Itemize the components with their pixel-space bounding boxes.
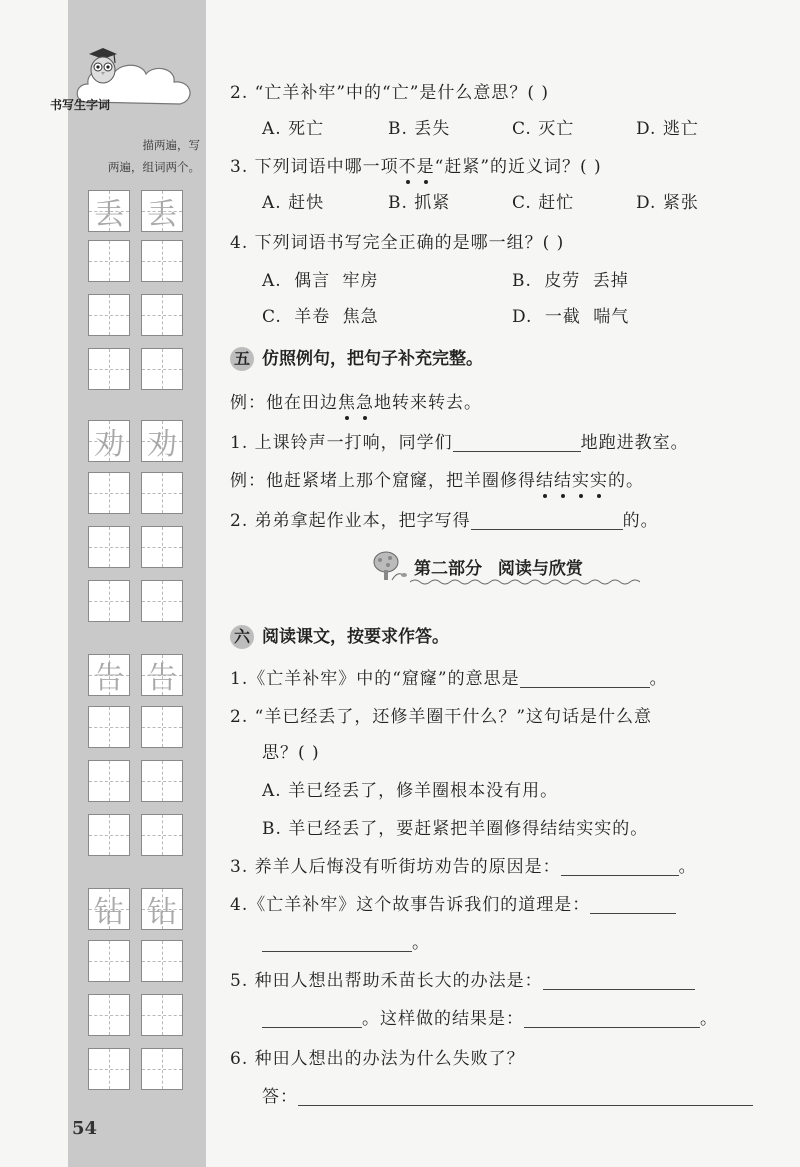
trace-cell[interactable]	[88, 888, 130, 930]
option-b[interactable]: B. 皮劳 丢掉	[512, 271, 629, 291]
option-b[interactable]: B. 抓紧	[388, 193, 451, 213]
part-2-title: 第二部分 阅读与欣赏	[414, 559, 583, 579]
option-c[interactable]: C. 赶忙	[512, 193, 575, 213]
emphasis-char: 焦	[338, 393, 356, 413]
emphasis-char: 结	[554, 471, 572, 491]
trace-character: 钻	[94, 895, 124, 930]
question-text: 2. 弟弟拿起作业本，把字写得	[230, 511, 471, 531]
trace-character: 劝	[94, 427, 124, 462]
trace-character: 丢	[147, 197, 177, 232]
answer-blank[interactable]	[471, 511, 623, 530]
writing-cell[interactable]	[141, 526, 183, 568]
trace-cell[interactable]	[141, 654, 183, 696]
answer-blank[interactable]	[543, 971, 695, 990]
emphasis-char: 实	[572, 471, 590, 491]
writing-cell[interactable]	[141, 472, 183, 514]
answer-blank[interactable]	[262, 1009, 362, 1028]
answer-label: 答：	[262, 1087, 298, 1107]
example-2	[230, 466, 644, 491]
trace-character: 告	[94, 661, 124, 696]
option-d[interactable]: D. 一截 喘气	[512, 307, 630, 327]
emphasis-char: 结	[536, 471, 554, 491]
writing-cell[interactable]	[88, 760, 130, 802]
emphasis-char: 不	[398, 157, 417, 177]
question-text: 4.《亡羊补牢》这个故事告诉我们的道理是：	[230, 895, 591, 915]
question-text: 1. 上课铃声一打响，同学们	[230, 433, 453, 453]
question-text: 3. 下列词语中哪一项	[230, 157, 399, 177]
question-6-5-cont	[262, 1004, 718, 1029]
option-c[interactable]: C. 羊卷 焦急	[262, 307, 379, 327]
question-6-5	[230, 966, 695, 991]
writing-cell[interactable]	[141, 994, 183, 1036]
option-a[interactable]: A. 偶言 牢房	[262, 271, 379, 291]
section-5-heading	[230, 344, 483, 371]
answer-blank[interactable]	[524, 1009, 700, 1028]
writing-cell[interactable]	[141, 814, 183, 856]
question-text: 的。	[622, 511, 659, 531]
option-c[interactable]: C. 灭亡	[512, 119, 575, 139]
answer-blank[interactable]	[262, 933, 412, 952]
question-6-3	[230, 852, 697, 877]
question-4-2: 2. “亡羊补牢”中的“亡”是什么意思？( )	[230, 83, 550, 103]
trace-cell[interactable]	[141, 888, 183, 930]
question-text: 。	[700, 1009, 718, 1029]
writing-cell[interactable]	[88, 706, 130, 748]
writing-cell[interactable]	[88, 526, 130, 568]
question-text: 。	[678, 857, 697, 877]
example-text: 例：他在田边	[230, 393, 338, 413]
emphasis-char: 实	[590, 471, 608, 491]
writing-cell[interactable]	[141, 1048, 183, 1090]
strip-title: 书写生字词	[49, 98, 110, 112]
question-text: “赶紧”的近义词？( )	[434, 157, 602, 177]
answer-blank[interactable]	[520, 669, 650, 688]
section-number-badge: 六	[230, 625, 254, 649]
trace-cell[interactable]	[88, 654, 130, 696]
question-text: 。	[649, 669, 668, 689]
page-number: 54	[72, 1118, 98, 1139]
wavy-underline	[410, 578, 640, 586]
trace-character: 丢	[94, 197, 124, 232]
example-1	[230, 388, 482, 413]
writing-cell[interactable]	[88, 348, 130, 390]
question-6-4	[230, 890, 676, 915]
question-text: 。	[412, 933, 430, 953]
writing-cell[interactable]	[141, 940, 183, 982]
section-6-heading	[230, 622, 449, 649]
question-5-2	[230, 506, 659, 531]
answer-blank[interactable]	[561, 857, 679, 876]
question-6-2-cont: 思？( )	[262, 743, 320, 763]
trace-character: 告	[147, 661, 177, 696]
trace-cell[interactable]	[141, 190, 183, 232]
writing-cell[interactable]	[141, 240, 183, 282]
answer-blank[interactable]	[453, 433, 581, 452]
example-text: 例：他赶紧堵上那个窟窿，把羊圈修得	[230, 471, 536, 491]
answer-blank[interactable]	[590, 895, 676, 914]
writing-cell[interactable]	[141, 706, 183, 748]
option-a[interactable]: A. 死亡	[262, 119, 325, 139]
answer-blank[interactable]	[298, 1087, 753, 1106]
owl-mascot-icon	[86, 46, 120, 86]
option-a[interactable]: A. 赶快	[262, 193, 325, 213]
writing-cell[interactable]	[88, 814, 130, 856]
writing-cell[interactable]	[141, 580, 183, 622]
emphasis-text	[399, 157, 435, 177]
trace-character: 钻	[147, 895, 177, 930]
option-a[interactable]: A. 羊已经丢了，修羊圈根本没有用。	[262, 781, 559, 801]
option-b[interactable]: B. 羊已经丢了，要赶紧把羊圈修得结结实实的。	[262, 819, 649, 839]
question-text: 1.《亡羊补牢》中的“窟窿”的意思是	[230, 669, 520, 689]
section-title: 阅读课文，按要求作答。	[262, 627, 449, 647]
instruction-line: 两遍，组词两个。	[108, 160, 200, 174]
writing-cell[interactable]	[141, 760, 183, 802]
writing-cell[interactable]	[141, 348, 183, 390]
question-4-4: 4. 下列词语书写完全正确的是哪一组？( )	[230, 233, 565, 253]
tree-icon	[370, 550, 410, 584]
option-d[interactable]: D. 逃亡	[636, 119, 699, 139]
question-text: 5. 种田人想出帮助禾苗长大的办法是：	[230, 971, 543, 991]
strip-instruction	[80, 134, 200, 178]
writing-cell[interactable]	[88, 580, 130, 622]
question-4-3	[230, 152, 602, 177]
emphasis-char: 是	[416, 157, 435, 177]
question-text: 地跑进教室。	[580, 433, 689, 453]
option-b[interactable]: B. 丢失	[388, 119, 451, 139]
question-text: 3. 养羊人后悔没有听街坊劝告的原因是：	[230, 857, 561, 877]
writing-cell[interactable]	[88, 994, 130, 1036]
emphasis-char: 急	[356, 393, 374, 413]
writing-cell[interactable]	[88, 294, 130, 336]
section-title: 仿照例句，把句子补充完整。	[262, 349, 483, 369]
question-6-2: 2. “羊已经丢了，还修羊圈干什么？”这句话是什么意	[230, 707, 653, 727]
trace-character: 劝	[147, 427, 177, 462]
trace-cell[interactable]	[88, 420, 130, 462]
writing-cell[interactable]	[88, 240, 130, 282]
writing-cell[interactable]	[88, 940, 130, 982]
writing-cell[interactable]	[88, 1048, 130, 1090]
example-text: 的。	[608, 471, 644, 491]
question-6-4-cont	[262, 928, 430, 953]
question-6-1	[230, 664, 668, 689]
question-5-1	[230, 428, 689, 453]
writing-cell[interactable]	[88, 472, 130, 514]
question-text: 。这样做的结果是：	[362, 1009, 524, 1029]
section-number-badge: 五	[230, 347, 254, 371]
writing-cell[interactable]	[141, 294, 183, 336]
option-d[interactable]: D. 紧张	[636, 193, 699, 213]
instruction-line: 描两遍，写	[142, 138, 200, 152]
example-text: 地转来转去。	[374, 393, 482, 413]
trace-cell[interactable]	[88, 190, 130, 232]
trace-cell[interactable]	[141, 420, 183, 462]
part-2-header	[370, 548, 640, 588]
question-6-6: 6. 种田人想出的办法为什么失败了？	[230, 1049, 525, 1069]
answer-line	[262, 1082, 753, 1107]
